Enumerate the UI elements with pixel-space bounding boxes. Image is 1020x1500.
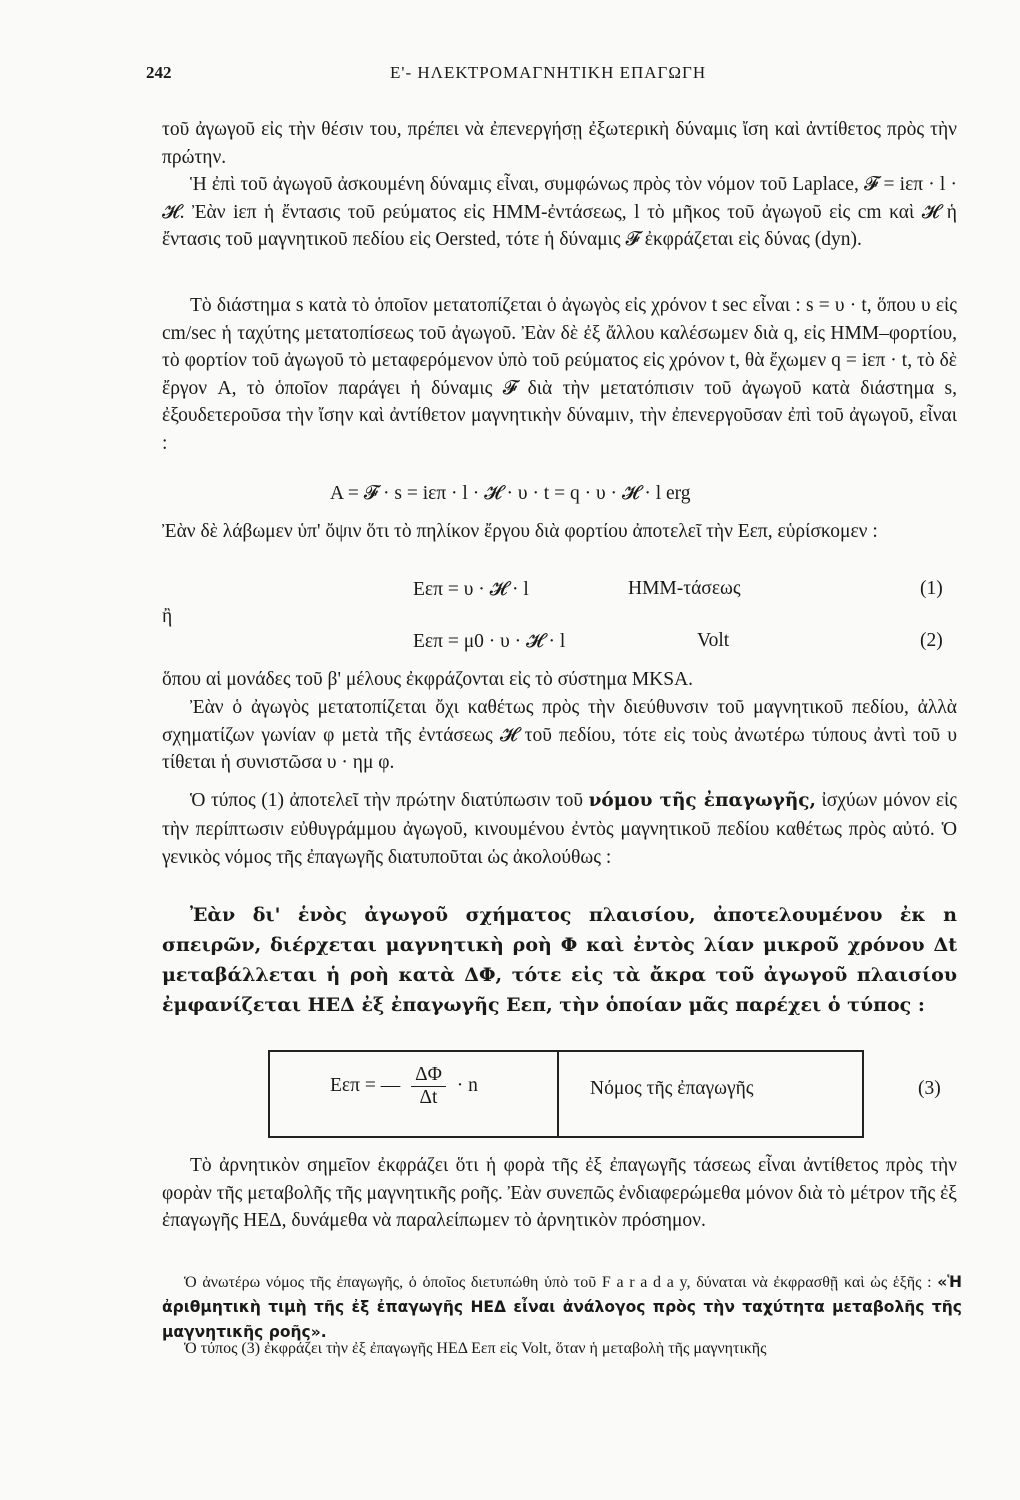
formula-name: Νόμος τῆς ἐπαγωγῆς [590, 1078, 754, 1099]
formula-fraction [411, 1064, 446, 1109]
paragraph-faraday-statement: Ὁ ἀνωτέρω νόμος τῆς ἐπαγωγῆς, ὁ ὁποῖος διετυπώθη ὑπὸ τοῦ F a r a d a y, δύναται νὰ ἐκφρασθῇ καὶ ὡς ἑξῆς : «Ἡ ἀριθμητικὴ τιμὴ τῆς ἐξ ἐπαγωγῆς ΗΕΔ εἶναι ἀνάλογος πρὸς τὴν ταχύτητα μεταβολῆς τῆς μαγνητικῆς ροῆς». [162, 1273, 962, 1341]
equation-2: Eεπ = μ0 · υ · 𝓗 · l [413, 631, 566, 652]
faraday-quote-bold: «Ἡ ἀριθμητικὴ τιμὴ τῆς ἐξ ἐπαγωγῆς ΗΕΔ εἶναι ἀνάλογος πρὸς τὴν ταχύτητα μεταβολῆς τῆς μαγνητικῆς ροῆς». [162, 1273, 962, 1341]
formula-3 [330, 1064, 478, 1109]
running-title: Ε'- ΗΛΕΚΤΡΟΜΑΓΝΗΤΙΚΗ ΕΠΑΓΩΓΗ [390, 63, 707, 82]
equation-1-unit: ΗΜΜ-τάσεως [628, 578, 741, 599]
paragraph-law-first: Ὁ τύπος (1) ἀποτελεῖ τὴν πρώτην διατύπωσιν τοῦ νόμου τῆς ἐπαγωγῆς, ἰσχύων μόνον εἰς τὴν περίπτωσιν εὐθυγράμμου ἀγωγοῦ, κινουμένου ἐντὸς μαγνητικοῦ πεδίου καθέτως πρὸς αὐτό. Ὁ γενικὸς νόμος τῆς ἐπαγωγῆς διατυποῦται ὡς ἀκολούθως : [162, 790, 958, 868]
paragraph-volt-note: Ὁ τύπος (3) ἐκφράζει τὴν ἐξ ἐπαγωγῆς ΗΕΔ Eεπ εἰς Volt, ὅταν ἡ μεταβολὴ τῆς μαγνητικῆς [184, 1340, 767, 1357]
or-word: ἢ [162, 606, 173, 627]
paragraph-continuation: τοῦ ἀγωγοῦ εἰς τὴν θέσιν του, πρέπει νὰ ἐπενεργήσῃ ἐξωτερικὴ δύναμις ἴση καὶ ἀντίθετος πρὸς τὴν πρώτην. [162, 119, 957, 168]
equation-1-number: (1) [920, 578, 943, 599]
page-number: 242 [146, 63, 172, 82]
formula-lhs: Eεπ = — [330, 1074, 401, 1096]
formula-denominator: Δt [419, 1087, 438, 1108]
paragraph-angle: Ἐὰν ὁ ἀγωγὸς μετατοπίζεται ὄχι καθέτως πρὸς τὴν διεύθυνσιν τοῦ μαγνητικοῦ πεδίου, ἀλλὰ σχηματίζων γωνίαν φ μετὰ τῆς ἐντάσεως 𝓗 τοῦ πεδίου, τότε εἰς τοὺς ἀνωτέρω τύπους ἀντὶ τοῦ υ τίθεται ἡ συνιστῶσα υ · ημ φ. [162, 697, 957, 773]
formula-number: (3) [918, 1078, 941, 1099]
paragraph-displacement: Τὸ διάστημα s κατὰ τὸ ὁποῖον μετατοπίζεται ὁ ἀγωγὸς εἰς χρόνον t sec εἶναι : s = υ · t, ὅπου υ εἰς cm/sec ἡ ταχύτης μετατοπίσεως τοῦ ἀγωγοῦ. Ἐὰν δὲ ἐξ ἄλλου καλέσωμεν διὰ q, εἰς ΗΜΜ–φορτίου, τὸ φορτίον τοῦ ἀγωγοῦ τὸ μεταφερόμενον ὑπὸ τοῦ ρεύματος εἰς χρόνον t, θὰ ἔχωμεν q = iεπ · t, τὸ δὲ ἔργον A, τὸ ὁποῖον παράγει ἡ δύναμις 𝓕 διὰ τὴν μετατόπισιν τοῦ ἀγωγοῦ κατὰ διάστημα s, ἐξουδετεροῦσα τὴν ἴσην καὶ ἀντίθετον μαγνητικὴν δύναμιν, τὴν ἐπενεργοῦσαν ἐπὶ τοῦ ἀγωγοῦ, εἶναι : [162, 295, 957, 454]
formula-numerator: ΔΦ [411, 1064, 446, 1087]
equation-2-number: (2) [920, 630, 943, 651]
paragraph-laplace: Ἡ ἐπὶ τοῦ ἀγωγοῦ ἀσκουμένη δύναμις εἶναι, συμφώνως πρὸς τὸν νόμον τοῦ Laplace, 𝓕 = iεπ · l · 𝓗. Ἐὰν iεπ ἡ ἔντασις τοῦ ρεύματος εἰς ΗΜΜ-ἐντάσεως, l τὸ μῆκος τοῦ ἀγωγοῦ εἰς cm καὶ 𝓗 ἡ ἔντασις τοῦ μαγνητικοῦ πεδίου εἰς Oersted, τότε ἡ δύναμις 𝓕 ἐκφράζεται εἰς δύνας (dyn). [162, 174, 957, 250]
formula-tail: · n [456, 1074, 478, 1096]
box-divider [557, 1050, 559, 1138]
paragraph-emf-intro: Ἐὰν δὲ λάβωμεν ὑπ' ὄψιν ὅτι τὸ πηλίκον ἔργου διὰ φορτίου ἀποτελεῖ τὴν Eεπ, εὑρίσκομεν : [162, 521, 878, 542]
equation-1: Eεπ = υ · 𝓗 · l [413, 579, 529, 600]
paragraph-mksa: ὅπου αἱ μονάδες τοῦ β' μέλους ἐκφράζονται εἰς τὸ σύστημα MKSA. [162, 669, 694, 690]
paragraph-negative-sign: Τὸ ἀρνητικὸν σημεῖον ἐκφράζει ὅτι ἡ φορὰ τῆς ἐξ ἐπαγωγῆς τάσεως εἶναι ἀντίθετος πρὸς τὴν φορὰν τῆς μεταβολῆς τῆς μαγνητικῆς ροῆς. Ἐὰν συνεπῶς ἐνδιαφερώμεθα μόνον διὰ τὸ μέτρον τῆς ἐξ ἐπαγωγῆς ΗΕΔ, δυνάμεθα νὰ παραλείπωμεν τὸ ἀρνητικὸν πρόσημον. [162, 1155, 957, 1231]
equation-work: A = 𝓕 · s = iεπ · l · 𝓗 · υ · t = q · υ · 𝓗 · l erg [330, 483, 691, 504]
equation-2-unit: Volt [697, 630, 730, 651]
paragraph-faraday-law: Ἐὰν δι' ἑνὸς ἀγωγοῦ σχήματος πλαισίου, ἀποτελουμένου ἐκ n σπειρῶν, διέρχεται μαγνητικὴ ροὴ Φ καὶ ἐντὸς λίαν μικροῦ χρόνου Δt μεταβάλλεται ἡ ροὴ κατὰ ΔΦ, τότε εἰς τὰ ἄκρα τοῦ ἀγωγοῦ πλαισίου ἐμφανίζεται ΗΕΔ ἐξ ἐπαγωγῆς Eεπ, τὴν ὁποίαν μᾶς παρέχει ὁ τύπος : [162, 904, 957, 1016]
law-name-bold: νόμου τῆς ἐπαγωγῆς, [588, 790, 816, 811]
